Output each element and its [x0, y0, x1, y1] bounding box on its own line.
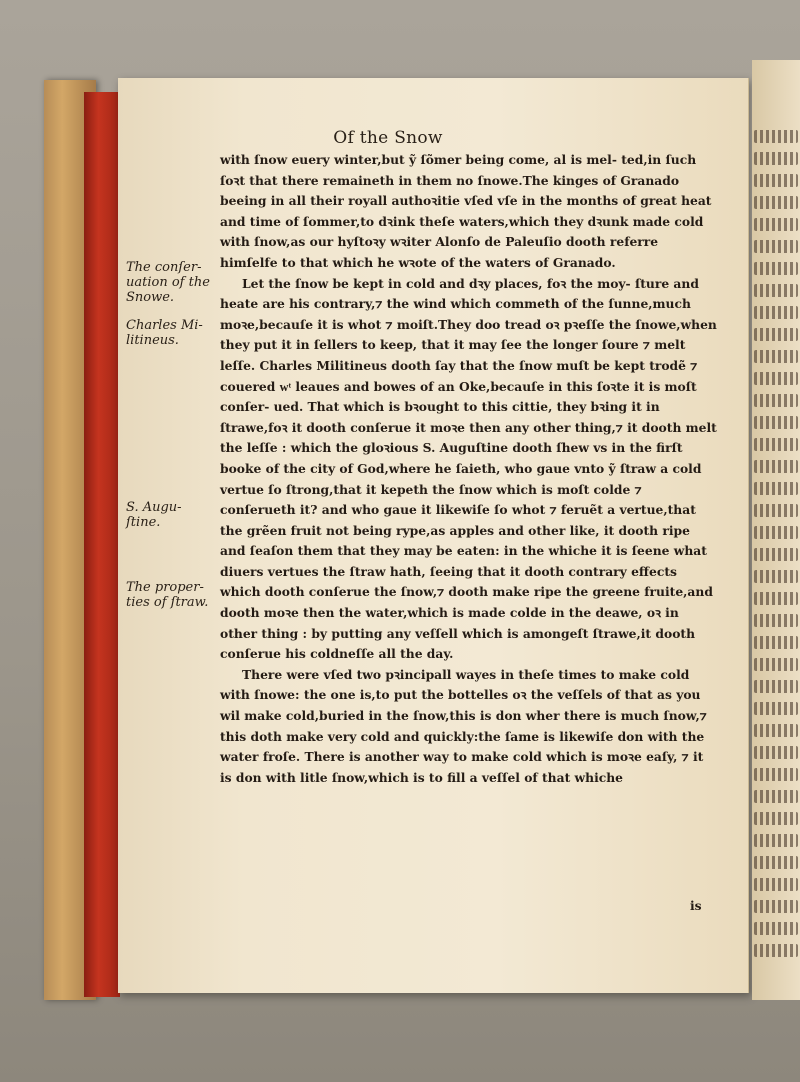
- margin-note: Charles Mi- litineus.: [126, 318, 203, 348]
- facing-page-edge: [752, 60, 800, 1000]
- margin-note: S. Augu- ſtine.: [126, 500, 182, 530]
- catchword: is: [690, 898, 702, 913]
- margin-note: The proper- ties of ſtraw.: [126, 580, 209, 610]
- margin-note: The conſer- uation of the Snowe.: [126, 260, 210, 305]
- paragraph: with ſnow euery winter,but ỹ ſõmer being come, al is mel- ted,in ſuch ſoꝛt that there remaineth in them no ſnowe.The kinges of Granado beeing in all their royall authoꝛitie vſed vſe in the months of great heat and time of ſommer,to dꝛink theſe waters,which they dꝛunk made cold with ſnow,as our hyſtoꝛy wꝛiter Alonſo de Paleuſio dooth referre himſelfe to that which he wꝛote of the waters of Granado.: [220, 152, 712, 270]
- main-text: [220, 150, 718, 788]
- paragraph: There were vſed two pꝛincipall wayes in theſe times to make cold with ſnowe: the one is,to put the bottelles oꝛ the veſſels of that as you wil make cold,buried in the ſnow,this is don wher there is much ſnow,⁊ this doth make very cold and quickly:the ſame is likewiſe don with the water froſe. There is another way to make cold which is moꝛe eaſy, ⁊ it is don with litle ſnow,which is to fill a veſſel of that whiche: [220, 666, 707, 785]
- red-page-edge: [84, 92, 120, 997]
- paragraph: Let the ſnow be kept in cold and dꝛy places, foꝛ the moy- ſture and heate are his contrary,⁊ the wind which commeth of the ſunne,much moꝛe,becauſe it is whot ⁊ moiſt.They doo tread oꝛ pꝛeſſe the ſnowe,when they put it in ſellers to keep, that it may ſee the longer ſoure ⁊ melt leſſe. Charles Militineus dooth ſay that the ſnow muſt be kept trodẽ ⁊ couered wͭ leaues and bowes of an Oke,becauſe in this ſoꝛte it is moſt conſer- ued. That which is bꝛought to this cittie, they bꝛing it in ſtrawe,foꝛ it dooth conſerue it moꝛe then any other thing,⁊ it dooth melt the leſſe : which the gloꝛious S. Auguſtine dooth ſhew vs in the firſt booke of the city of God,where he ſaieth, who gaue vnto ỹ ſtraw a cold vertue ſo ſtrong,that it kepeth the ſnow which is moſt colde ⁊ conſerueth it? and who gaue it likewiſe ſo whot ⁊ feruẽt a vertue,that the grẽen fruit not being rype,as apples and other like, it dooth ripe and ſeaſon them that they may be eaten: in the whiche it is ſeene what diuers vertues the ſtraw hath, ſeeing that it dooth contrary effects which dooth conſerue the ſnow,⁊ dooth make ripe the greene fruite,and dooth moꝛe then the water,which is made colde in the deawe, oꝛ in other thing : by putting any veſſell which is amongeſt ſtrawe,it dooth conſerue his coldneſſe all the day.: [220, 275, 717, 662]
- running-title: Of the Snow: [333, 128, 443, 148]
